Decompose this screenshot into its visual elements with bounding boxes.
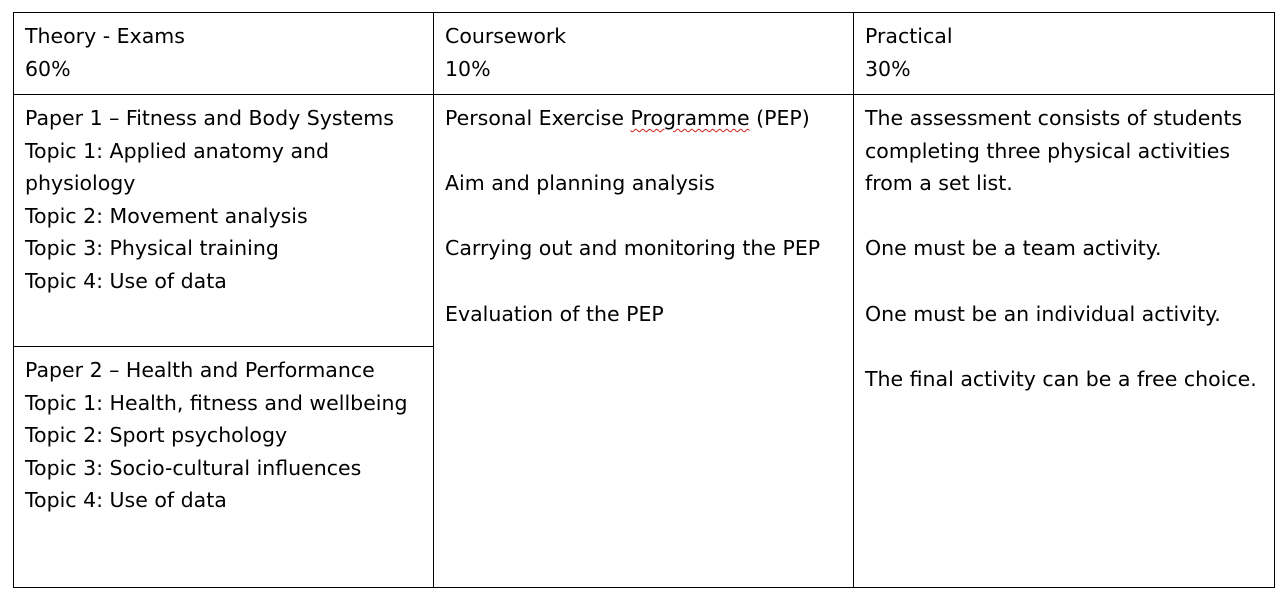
pep-title-prefix: Personal Exercise	[445, 106, 631, 130]
header-practical-cell	[854, 13, 1275, 95]
practical-paragraph: One must be a team activity.	[865, 236, 1162, 261]
paper2-topic: Topic 1: Health, fitness and wellbeing	[25, 390, 408, 415]
practical-paragraph: The final activity can be a free choice.	[865, 366, 1257, 391]
coursework-cell	[434, 95, 854, 588]
paper2-title: Paper 2 – Health and Performance	[25, 358, 375, 382]
practical-paragraph: The assessment consists of students completing three physical activities from a set list.	[865, 106, 1243, 196]
paper1-topic: Topic 2: Movement analysis	[25, 203, 308, 228]
paragraph-gap	[445, 200, 843, 233]
header-practical-weight: 30%	[865, 56, 911, 81]
paper1-title: Paper 1 – Fitness and Body Systems	[25, 106, 394, 130]
paper1-cell	[14, 95, 434, 347]
paragraph-gap	[445, 135, 843, 168]
spellcheck-underlined-word: Programme	[630, 106, 750, 130]
practical-paragraph: One must be an individual activity.	[865, 301, 1221, 326]
header-theory-weight: 60%	[25, 56, 71, 81]
header-theory-cell	[14, 13, 434, 95]
paper1-topic: Topic 3: Physical training	[25, 236, 279, 261]
coursework-item: Evaluation of the PEP	[445, 301, 664, 326]
paragraph-gap	[865, 330, 1264, 363]
coursework-item: Aim and planning analysis	[445, 171, 715, 196]
paper2-topic: Topic 4: Use of data	[25, 488, 227, 513]
paper2-cell	[14, 347, 434, 588]
header-coursework-cell	[434, 13, 854, 95]
paper1-topic: Topic 1: Applied anatomy and physiology	[25, 138, 330, 196]
pep-title-suffix: (PEP)	[749, 106, 810, 130]
coursework-item: Carrying out and monitoring the PEP	[445, 236, 821, 261]
paragraph-gap	[865, 265, 1264, 298]
paper1-row	[14, 95, 1275, 347]
header-row	[14, 13, 1275, 95]
paper1-topic: Topic 4: Use of data	[25, 268, 227, 293]
paper2-topic: Topic 2: Sport psychology	[25, 423, 288, 448]
practical-cell	[854, 95, 1275, 588]
header-coursework-title: Coursework	[445, 24, 567, 48]
paper2-topic: Topic 3: Socio-cultural influences	[25, 455, 362, 480]
header-practical-title: Practical	[865, 24, 953, 48]
coursework-pep-title	[445, 102, 843, 135]
header-theory-title: Theory - Exams	[25, 24, 185, 48]
header-coursework-weight: 10%	[445, 56, 491, 81]
assessment-table	[13, 12, 1275, 588]
paragraph-gap	[445, 265, 843, 298]
paragraph-gap	[865, 200, 1264, 233]
